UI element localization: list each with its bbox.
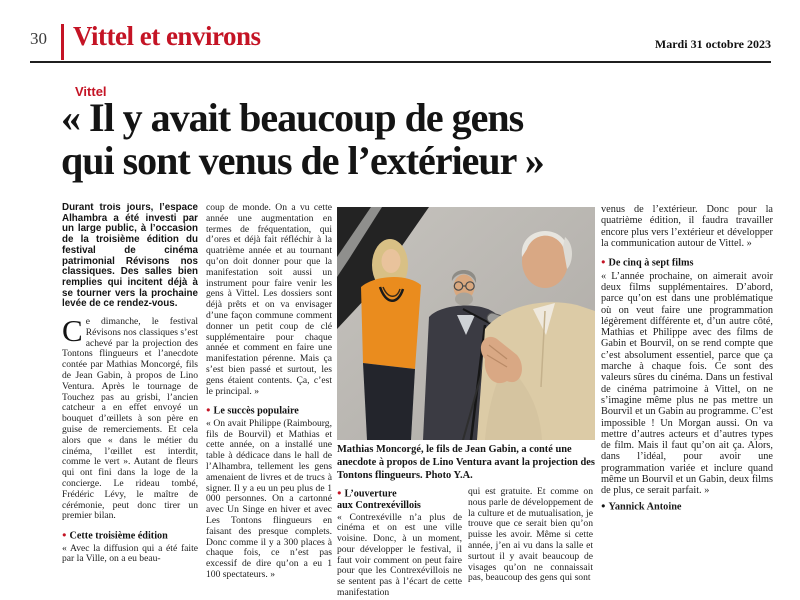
subhead-label: Cette troisième édition (69, 530, 168, 542)
body-paragraph: « Contrexéville n’a plus de cinéma et on est une ville voisine. Donc, à un moment, pour développer le festival, il faut voir comment on peut faire pour que les Contrexévillois ne se sentent pas à l’écart de cette manifestation (337, 511, 462, 599)
column-3 (337, 487, 462, 600)
photo-caption: Mathias Moncorgé, le fils de Jean Gabin, a conté une anecdote à propos de Lino Ventura avant la projection des Tontons flingueurs. Photo Y.A. (337, 444, 595, 481)
headline-line-1: « Il y avait beaucoup de gens (61, 95, 524, 140)
article-kicker: Vittel (75, 84, 107, 99)
body-paragraph: venus de l’extérieur. Donc pour la quatrième édition, il faudra travailler encore plus vers l’extérieur et développer la communication autour de Vittel. » (601, 204, 773, 249)
column-1 (62, 203, 198, 600)
red-bullet-icon: ● (62, 530, 67, 540)
red-bullet-icon: ● (337, 488, 342, 497)
photo-illustration (337, 207, 595, 440)
subhead-cinq-a-sept-films (601, 256, 773, 269)
article-photo (337, 207, 595, 440)
subhead-label-line1: L’ouverture (344, 488, 397, 500)
body-paragraph: qui est gratuite. Et comme on nous parle de développement de la culture et de mutualisation, je trouve que ce serait bien qu’on puisse les avoir. Même si cette année, j’en ai vu dans la salle et surtout il y avait beaucoup de visages qu’on ne connaissait pas, beaucoup des gens qui sont (468, 487, 593, 584)
subhead-ouverture (337, 487, 462, 511)
column-4 (468, 487, 593, 600)
section-title: Vittel et environs (73, 21, 261, 51)
header-rule (30, 61, 771, 63)
subhead-label: De cinq à sept films (608, 257, 694, 269)
body-paragraph (62, 313, 198, 522)
paragraph-text: e dimanche, le festival Révisons nos classiques s’est achevé par la projection des Tontons flingueurs et l’anecdote contée par Mathias Moncorgé, fils de Jean Gabin, à propos de Lino Ventura. Après le tournage de Touchez pas au grisbi, l’ancien catcheur a en effet envoyé un bouquet d’œillets à son père en guise de remerciements. Et cela alors que « dans le métier du cinéma, l’œillet est interdit, comme le vert ». Autant de fleurs qui ont fini dans la loge de la concierge. Le rideau tombé, Frédéric Lévy, le maître de cérémonie, peut donc tirer un premier bilan. (62, 316, 198, 522)
body-paragraph: « L’année prochaine, on aimerait avoir deux films supplémentaires. D’abord, parce qu’on est dans une problématique où on veut faire une programmation légèrement différente et, d’un autre côté, Mathias et Philippe avec des films de Gabin et Bourvil, on se rend compte que c’est absolument essentiel, parce que ça marche à chaque fois. Ce sont des valeurs sûres du cinéma. Dans un festival de cinéma patrimoine à Vittel, on ne s’imagine même plus ne pas mettre un Bourvil et un Gabin au programme. C’est impossible ! Un Morgan aussi. On va mettre d’autres acteurs et d’autres types de film. Mais il faut qu’on ait ça. Alors, dans l’idéal, pour avoir une programmation variée et inclure quand même un Bourvil et un Gabin, deux films de plus, ce serait parfait. » (601, 270, 773, 497)
byline-bullet-icon: ● (601, 500, 606, 510)
lead-paragraph: Durant trois jours, l’espace Alhambra a été investi par un large public, à l’occasion de la troisième édition du festival de cinéma patrimonial Révisons nos classiques. Des salles bien remplies qui incitent déjà à se tourner vers la prochaine levée de ce rendez-vous. (62, 203, 198, 310)
byline-author: Yannick Antoine (608, 501, 682, 513)
headline-line-2: qui sont venus de l’extérieur » (61, 138, 544, 184)
page-number: 30 (30, 29, 47, 48)
body-paragraph: « Avec la diffusion qui a été faite par la Ville, on a eu beau- (62, 542, 198, 565)
red-bullet-icon: ● (206, 405, 211, 415)
edition-date: Mardi 31 octobre 2023 (654, 37, 771, 51)
subhead-label: Le succès populaire (213, 405, 299, 417)
column-2 (206, 203, 332, 600)
body-paragraph: coup de monde. On a vu cette année une augmentation en termes de fréquentation, qui d’ores et déjà fait réfléchir à la quatrième année et au tournant qu’on doit donner pour que la manifestation soit aussi un instrument pour faire venir les gens à Vittel. Les dossiers sont déjà prêts et on va envisager d’une façon commune comment donner un petit coup de clé supplémentaire pour chaque année et comment en faire une manifestation pérenne. Mais ça s’est bien passé et surtout, les gens étaient contents. Ça, c’est le principal. » (206, 203, 332, 397)
byline (601, 500, 773, 513)
article-headline (61, 96, 741, 182)
drop-cap: C (62, 313, 83, 349)
red-bullet-icon: ● (601, 257, 606, 267)
subhead-succes-populaire (206, 404, 332, 417)
column-5 (601, 204, 773, 600)
section-divider-bar (61, 24, 64, 60)
subhead-troisieme-edition (62, 529, 198, 542)
subhead-label-line2: aux Contrexévillois (337, 499, 421, 511)
body-paragraph: « On avait Philippe (Raimbourg, fils de Bourvil) et Mathias et cette année, on a installé une table à dédicace dans le hall de l’Alhambra, tellement les gens amenaient de livres et de trucs à signer. Il y a eu un peu plus de 1 000 personnes. On a cartonné avec Un Singe en hiver et avec Les Tontons flingueurs en faisant des presque complets. Donc comme il y a 300 places à chaque fois, ce n’est pas excessif de dire qu’on a eu 1 100 spectateurs. » (206, 417, 332, 580)
